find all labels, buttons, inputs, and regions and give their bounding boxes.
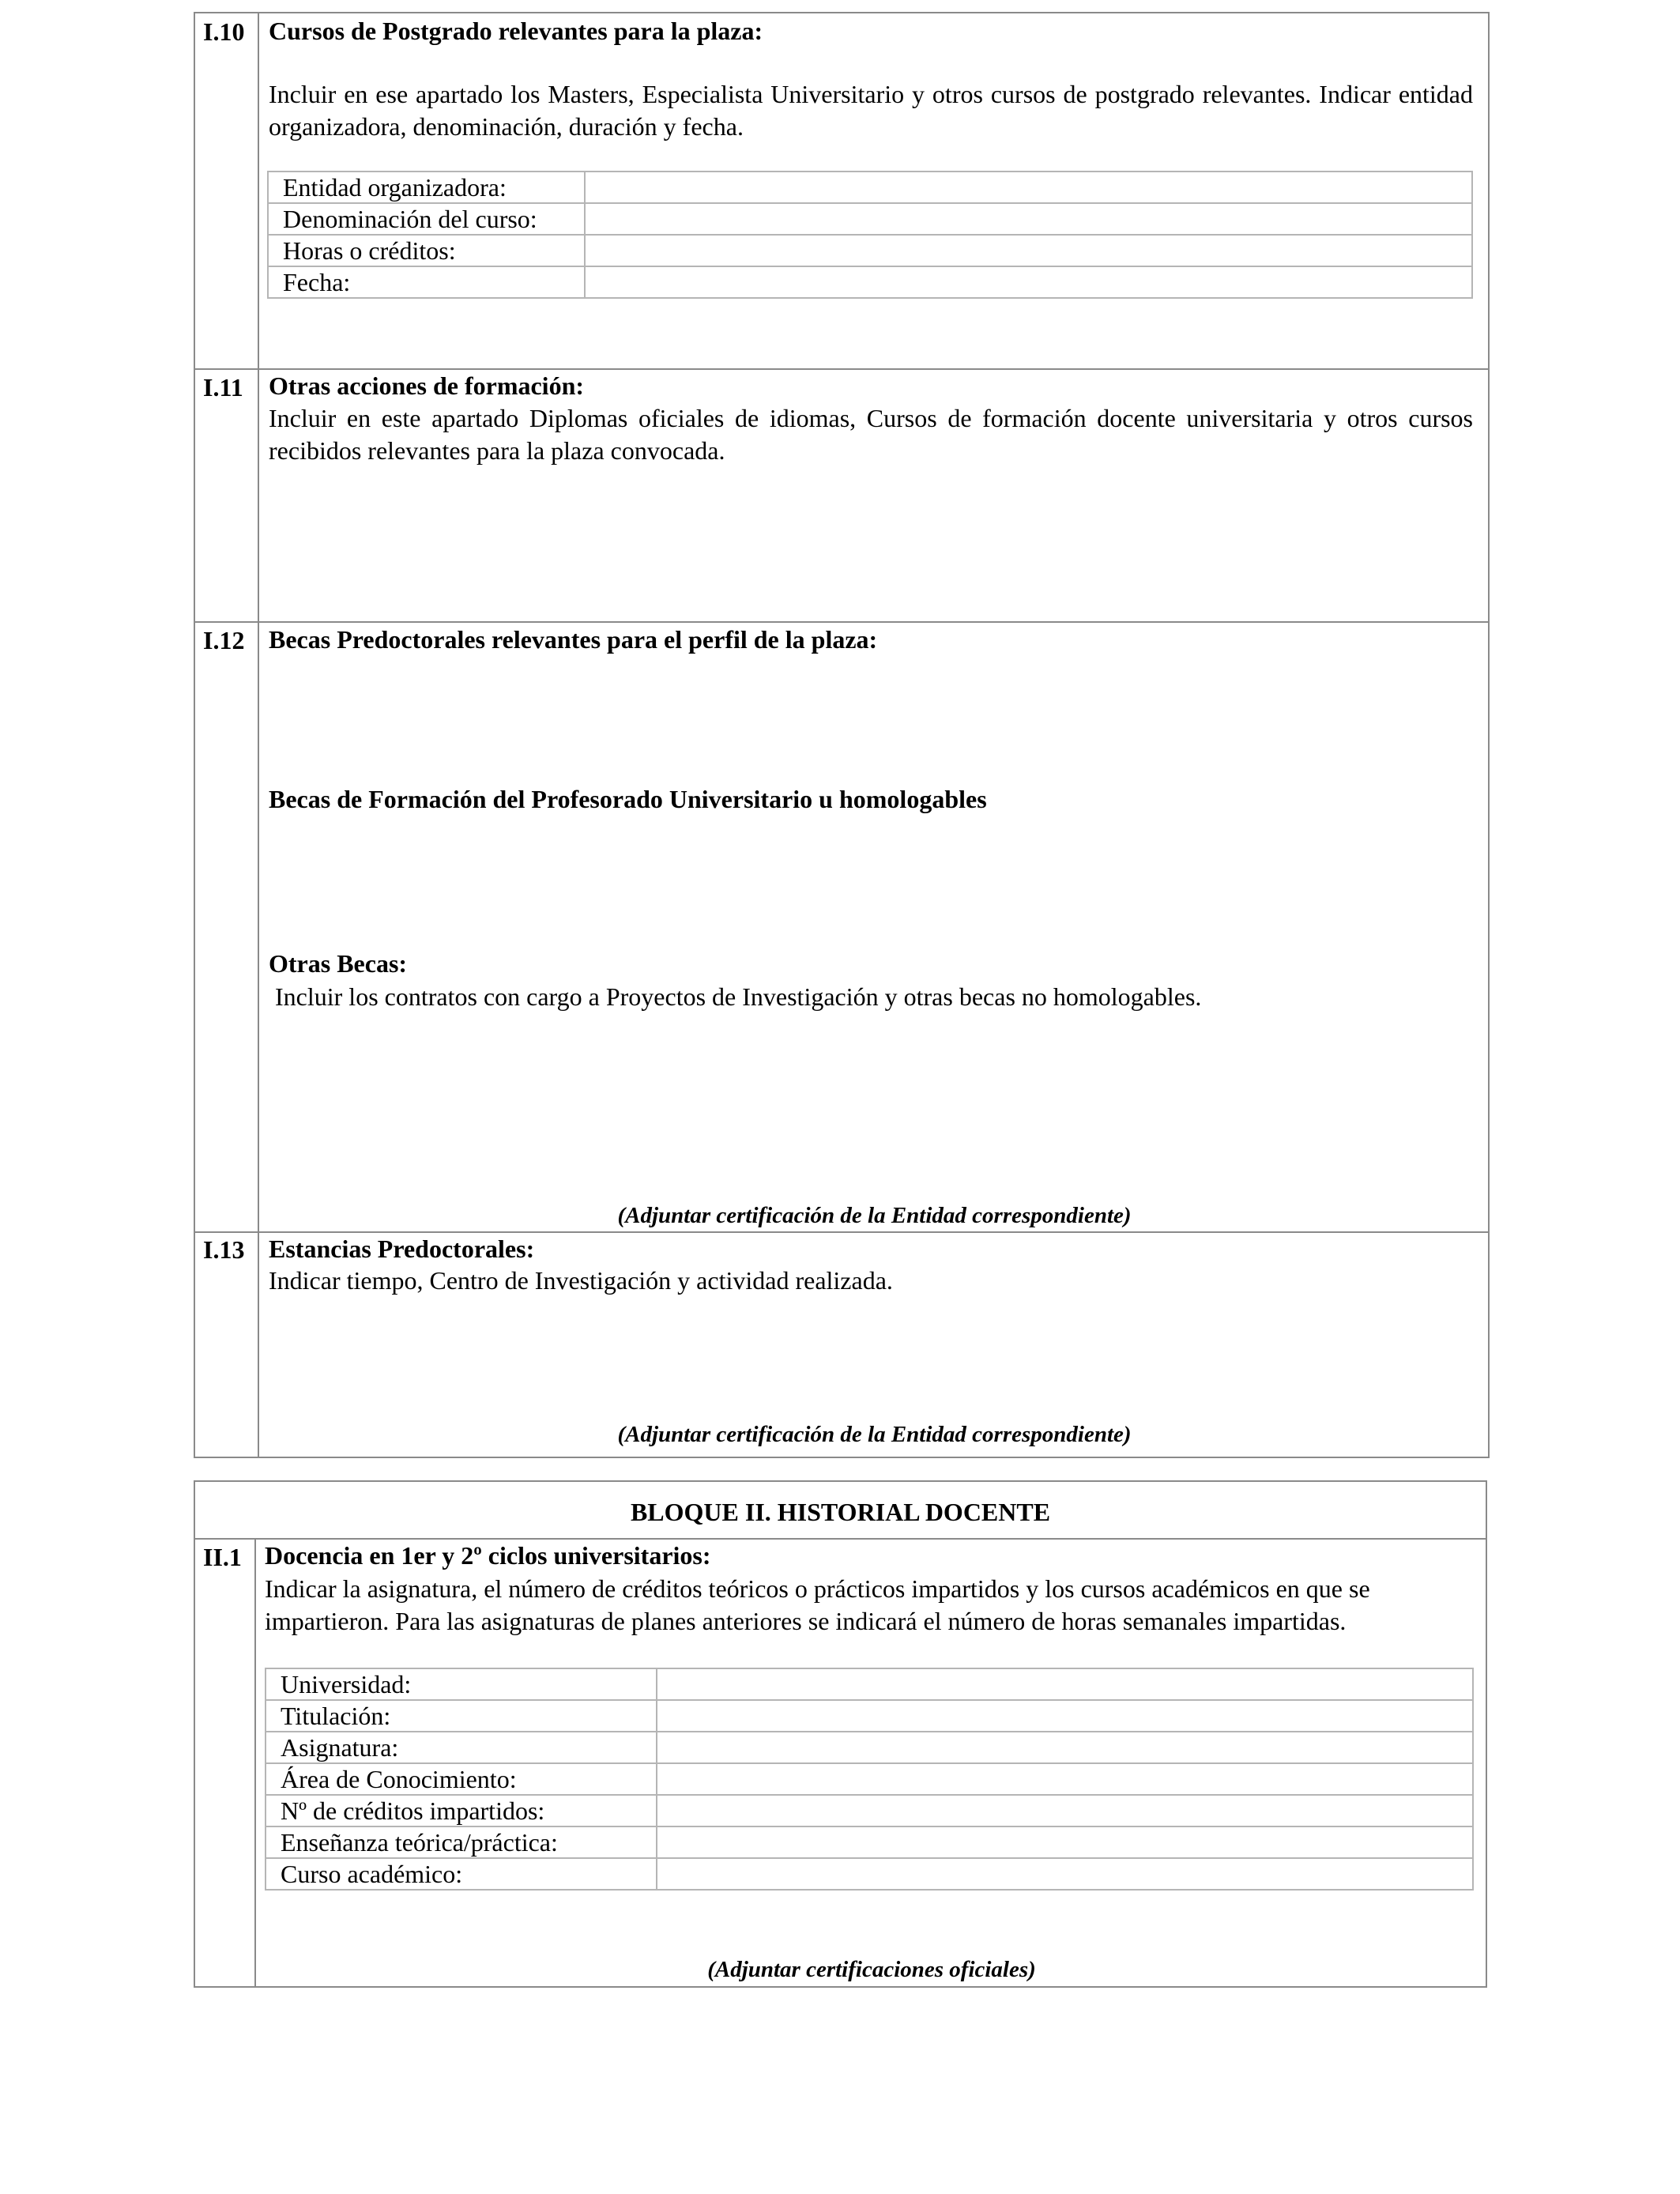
field-label: Titulación: bbox=[266, 1700, 657, 1732]
table-row bbox=[268, 172, 1472, 203]
section-number: I.11 bbox=[203, 373, 243, 401]
field-label: Universidad: bbox=[266, 1668, 657, 1700]
block-1-column-divider bbox=[258, 12, 259, 1458]
docencia-form-table bbox=[265, 1668, 1474, 1891]
section-title: Estancias Predoctorales: bbox=[269, 1235, 535, 1263]
table-row bbox=[268, 203, 1472, 235]
section-number: I.13 bbox=[203, 1235, 245, 1264]
section-number: I.12 bbox=[203, 626, 245, 654]
table-row bbox=[268, 235, 1472, 266]
table-row bbox=[266, 1700, 1473, 1732]
postgrado-form-table bbox=[267, 171, 1473, 299]
block-heading: BLOQUE II. HISTORIAL DOCENTE bbox=[630, 1498, 1051, 1526]
field-label: Denominación del curso: bbox=[268, 203, 585, 235]
field-label: Entidad organizadora: bbox=[268, 172, 585, 203]
table-row bbox=[268, 266, 1472, 298]
subsection-title: Becas de Formación del Profesorado Universitario u homologables bbox=[269, 785, 987, 813]
section-title: Becas Predoctorales relevantes para el perfil de la plaza: bbox=[269, 625, 878, 654]
attachment-note: (Adjuntar certificación de la Entidad correspondiente) bbox=[617, 1422, 1132, 1447]
field-label: Enseñanza teórica/práctica: bbox=[266, 1826, 657, 1858]
table-row bbox=[266, 1826, 1473, 1858]
section-description: Incluir en este apartado Diplomas oficiales de idiomas, Cursos de formación docente universitaria y otros cursos recibidos relevantes para la plaza convocada. bbox=[269, 404, 1473, 465]
section-description: Incluir los contratos con cargo a Proyectos de Investigación y otras becas no homologables. bbox=[275, 982, 1202, 1011]
attachment-note: (Adjuntar certificaciones oficiales) bbox=[707, 1957, 1036, 1982]
subsection-title: Otras Becas: bbox=[269, 949, 408, 978]
section-description: Indicar tiempo, Centro de Investigación y actividad realizada. bbox=[269, 1266, 893, 1295]
field-value[interactable] bbox=[657, 1700, 1473, 1732]
section-description: Indicar la asignatura, el número de créditos teóricos o prácticos impartidos y los cursos académicos en que se impartieron. Para las asignaturas de planes anteriores se indicará el número de horas semanales impartidas. bbox=[265, 1574, 1370, 1635]
section-number: II.1 bbox=[203, 1543, 242, 1571]
field-label: Horas o créditos: bbox=[268, 235, 585, 266]
field-value[interactable] bbox=[585, 266, 1472, 298]
field-value[interactable] bbox=[657, 1858, 1473, 1890]
table-row bbox=[266, 1763, 1473, 1795]
row-divider bbox=[194, 621, 1490, 623]
field-value[interactable] bbox=[585, 235, 1472, 266]
field-label: Área de Conocimiento: bbox=[266, 1763, 657, 1795]
field-value[interactable] bbox=[657, 1826, 1473, 1858]
table-row bbox=[266, 1858, 1473, 1890]
field-value[interactable] bbox=[657, 1795, 1473, 1826]
section-number: I.10 bbox=[203, 17, 245, 46]
field-value[interactable] bbox=[585, 172, 1472, 203]
field-label: Fecha: bbox=[268, 266, 585, 298]
field-value[interactable] bbox=[585, 203, 1472, 235]
section-description: Incluir en ese apartado los Masters, Especialista Universitario y otros cursos de postgrado relevantes. Indicar entidad organizadora, denominación, duración y fecha. bbox=[269, 80, 1473, 141]
field-label: Curso académico: bbox=[266, 1858, 657, 1890]
block-2-column-divider bbox=[254, 1538, 256, 1988]
table-row bbox=[266, 1732, 1473, 1763]
field-label: Asignatura: bbox=[266, 1732, 657, 1763]
table-row bbox=[266, 1795, 1473, 1826]
table-row bbox=[266, 1668, 1473, 1700]
section-title: Docencia en 1er y 2º ciclos universitarios: bbox=[265, 1541, 711, 1570]
field-label: Nº de créditos impartidos: bbox=[266, 1795, 657, 1826]
section-title: Otras acciones de formación: bbox=[269, 371, 585, 400]
attachment-note: (Adjuntar certificación de la Entidad correspondiente) bbox=[617, 1203, 1132, 1228]
field-value[interactable] bbox=[657, 1668, 1473, 1700]
field-value[interactable] bbox=[657, 1763, 1473, 1795]
section-title: Cursos de Postgrado relevantes para la plaza: bbox=[269, 17, 763, 45]
field-value[interactable] bbox=[657, 1732, 1473, 1763]
